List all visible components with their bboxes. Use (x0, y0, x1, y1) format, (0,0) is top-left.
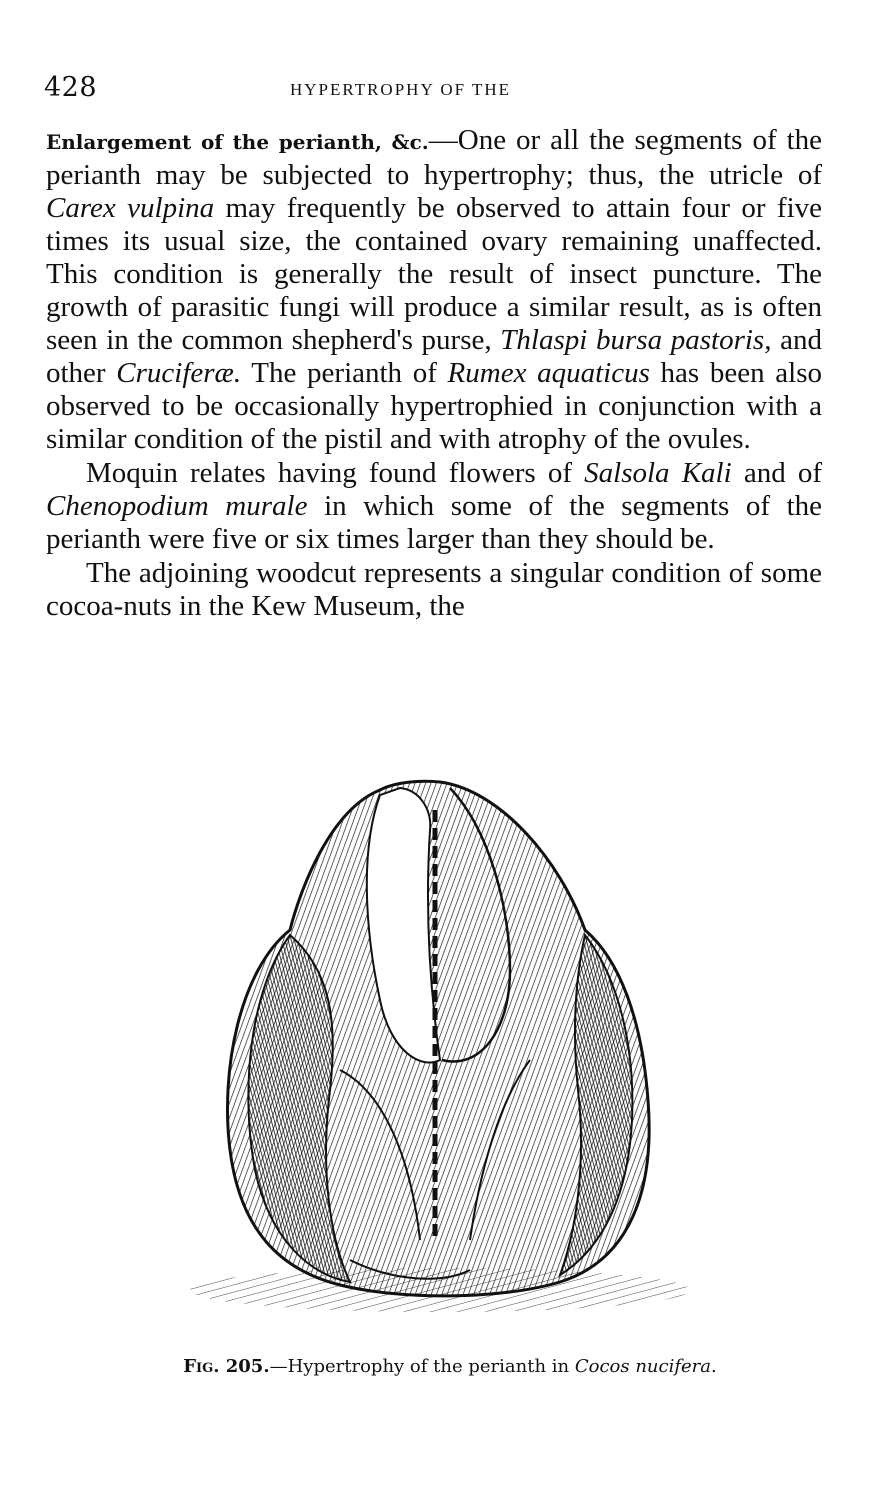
cocoa-nut-illustration (180, 770, 720, 1330)
page-header (44, 72, 824, 108)
body-text (46, 124, 822, 623)
page-number: 428 (44, 72, 98, 103)
text-run: in which some of the segments of the perianth were five or six times larger than they should be. (46, 490, 823, 555)
species-name: Thlaspi bursa pastoris, (500, 324, 772, 356)
woodcut-figure (180, 770, 720, 1330)
species-name: Salsola Kali (584, 457, 732, 489)
paragraph-woodcut (46, 557, 822, 623)
species-name: Chenopodium murale (46, 490, 308, 522)
family-name: Cruciferæ. (116, 357, 242, 389)
running-head: HYPERTROPHY OF THE (290, 80, 512, 99)
figure-caption (130, 1356, 770, 1377)
paragraph-moquin (46, 457, 822, 556)
text-run: may frequently be observed to attain four or five times its usual size, the contained ovary remaining unaffected. This condition is generally the result of insect puncture. The growth of parasitic fungi will produce a similar result, as is often seen in the common shepherd's purse, (46, 192, 823, 356)
caption-species: Cocos nucifera. (574, 1356, 717, 1377)
text-run: The adjoining woodcut represents a singular condition of some cocoa-nuts in the Kew Museum, the (46, 557, 822, 622)
species-name: Carex vulpina (46, 192, 215, 224)
text-run: Moquin relates having found flowers of (86, 457, 585, 489)
nut-body (228, 781, 650, 1296)
caption-text: —Hypertrophy of the perianth in (269, 1356, 575, 1377)
text-run: and other (46, 324, 823, 389)
text-run: and of (731, 457, 823, 489)
side-heading: Enlargement of the perianth, &c. (46, 130, 429, 154)
figure-label: Fig. 205. (183, 1356, 270, 1377)
text-run: has been also observed to be occasionally hypertrophied in conjunction with a similar condition of the pistil and with atrophy of the ovules. (46, 357, 823, 455)
paragraph-perianth (46, 124, 822, 456)
text-run: The perianth of (241, 357, 448, 389)
text-run: —One or all the segments of the perianth may be subjected to hypertrophy; thus, the utricle of (46, 124, 823, 191)
species-name: Rumex aquaticus (447, 357, 650, 389)
